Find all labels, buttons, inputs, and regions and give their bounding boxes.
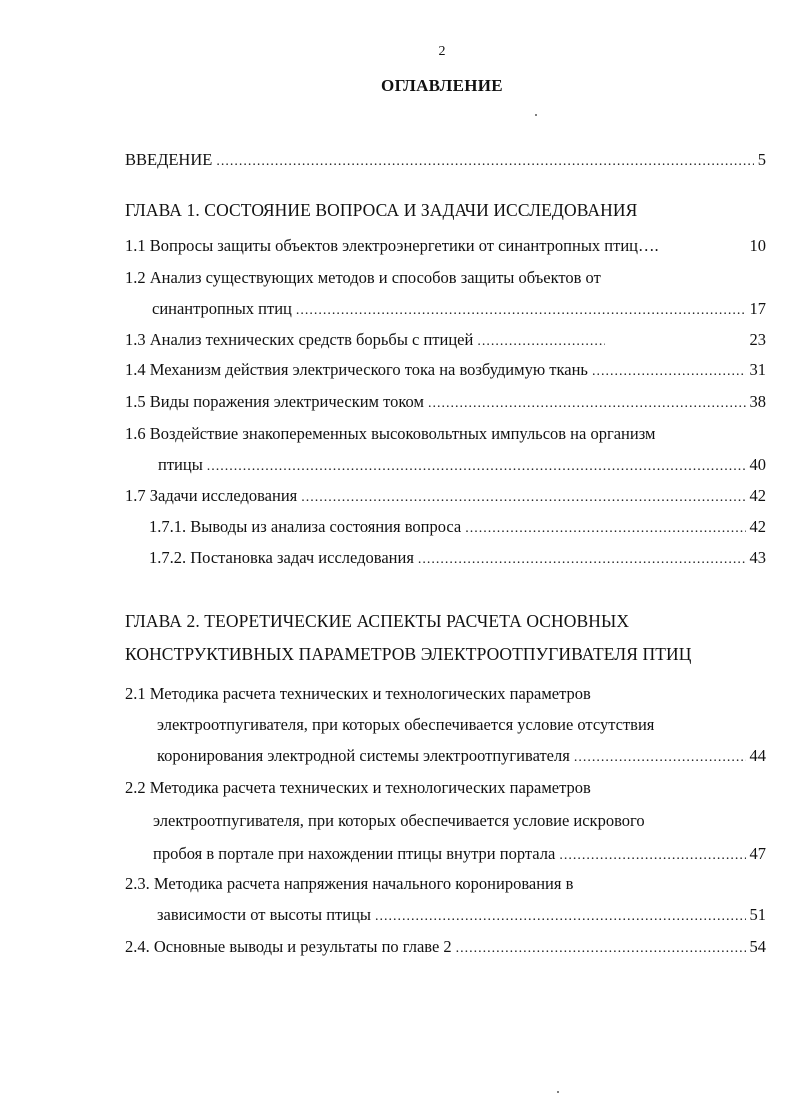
dot-leader (428, 393, 746, 415)
chapter2-heading-line1: ГЛАВА 2. ТЕОРЕТИЧЕСКИЕ АСПЕКТЫ РАСЧЕТА ОСНОВНЫХ (125, 611, 630, 631)
toc-entry-label: зависимости от высоты птицы (157, 905, 372, 924)
toc-entry-page: 17 (749, 299, 766, 318)
toc-entry-2-3-line1[interactable]: 2.3. Методика расчета напряжения начального коронирования в (125, 874, 574, 893)
toc-entry-intro[interactable] (125, 149, 766, 171)
dot-leader (375, 906, 745, 928)
toc-entry-2-2-line1[interactable]: 2.2 Методика расчета технических и технологических параметров (125, 778, 591, 797)
dot-leader (477, 331, 605, 353)
toc-entry-page: 42 (749, 486, 766, 505)
toc-entry-label: пробоя в портале при нахождении птицы внутри портала (153, 844, 556, 863)
toc-entry-2-1-line1[interactable]: 2.1 Методика расчета технических и технологических параметров (125, 684, 591, 703)
toc-entry-1-6[interactable] (158, 454, 766, 476)
toc-entry-2-1-line2[interactable]: электроотпугивателя, при которых обеспечивается условие отсутствия (157, 715, 655, 734)
toc-entry-1-7-1[interactable] (149, 516, 766, 538)
toc-entry-label: 2.4. Основные выводы и результаты по главе 2 (125, 937, 452, 956)
dot-leader (301, 487, 745, 509)
dot-leader (207, 456, 746, 478)
toc-entry-page: 38 (749, 392, 766, 411)
toc-entry-1-7[interactable] (125, 485, 766, 507)
toc-entry-label: 1.3 Анализ технических средств борьбы с птицей (125, 330, 474, 349)
dot-leader (216, 151, 753, 173)
page-number: 2 (438, 44, 446, 59)
toc-entry-label: синантропных птиц (152, 299, 292, 318)
toc-entry-label: птицы (158, 455, 203, 474)
toc-entry-label: 1.7 Задачи исследования (125, 486, 298, 505)
toc-entry-page: 43 (749, 548, 766, 567)
toc-entry-label: ВВЕДЕНИЕ (125, 150, 213, 169)
toc-entry-page: 44 (749, 746, 766, 765)
chapter2-heading-line2: КОНСТРУКТИВНЫХ ПАРАМЕТРОВ ЭЛЕКТРООТПУГИВАТЕЛЯ ПТИЦ (125, 644, 692, 664)
toc-entry-label: 1.1 Вопросы защиты объектов электроэнергетики от синантропных птиц…. (125, 236, 659, 255)
dot-leader (456, 938, 746, 960)
toc-entry-page: 42 (749, 517, 766, 536)
dot-leader (574, 747, 746, 769)
dot-leader (592, 361, 746, 383)
dot-leader (418, 549, 746, 571)
toc-entry-2-1[interactable] (157, 745, 766, 767)
toc-entry-label: 1.7.1. Выводы из анализа состояния вопроса (149, 517, 462, 536)
page-title: ОГЛАВЛЕНИЕ (381, 76, 503, 95)
scan-speck (535, 114, 537, 116)
dot-leader (559, 845, 745, 867)
toc-entry-2-2[interactable] (153, 843, 766, 865)
toc-entry-page: 10 (749, 236, 766, 255)
toc-entry-2-3[interactable] (157, 904, 766, 926)
dot-leader (465, 518, 745, 540)
toc-entry-label: 1.5 Виды поражения электрическим током (125, 392, 424, 411)
toc-entry-page: 23 (749, 330, 766, 349)
toc-entry-1-2[interactable] (152, 298, 766, 320)
chapter1-heading: ГЛАВА 1. СОСТОЯНИЕ ВОПРОСА И ЗАДАЧИ ИССЛЕДОВАНИЯ (125, 200, 638, 220)
toc-entry-label: 1.4 Механизм действия электрического тока на возбудимую ткань (125, 360, 588, 379)
toc-entry-2-2-line2[interactable]: электроотпугивателя, при которых обеспечивается условие искрового (153, 811, 645, 830)
toc-entry-1-4[interactable] (125, 359, 766, 381)
toc-entry-2-4[interactable] (125, 936, 766, 958)
toc-entry-1-3[interactable] (125, 329, 766, 351)
toc-entry-page: 5 (757, 150, 766, 169)
toc-entry-label: 1.7.2. Постановка задач исследования (149, 548, 414, 567)
toc-entry-1-2-line1[interactable]: 1.2 Анализ существующих методов и способов защиты объектов от (125, 268, 601, 287)
toc-entry-page: 47 (749, 844, 766, 863)
toc-entry-1-6-line1[interactable]: 1.6 Воздействие знакопеременных высоковольтных импульсов на организм (125, 424, 656, 443)
dot-leader (296, 300, 746, 322)
toc-entry-1-1[interactable] (125, 235, 766, 257)
toc-entry-label: коронирования электродной системы электроотпугивателя (157, 746, 570, 765)
toc-entry-page: 54 (749, 937, 766, 956)
toc-entry-page: 31 (749, 360, 766, 379)
scan-speck (557, 1091, 559, 1093)
toc-entry-1-7-2[interactable] (149, 547, 766, 569)
toc-entry-page: 51 (749, 905, 766, 924)
toc-entry-page: 40 (749, 455, 766, 474)
toc-entry-1-5[interactable] (125, 391, 766, 413)
